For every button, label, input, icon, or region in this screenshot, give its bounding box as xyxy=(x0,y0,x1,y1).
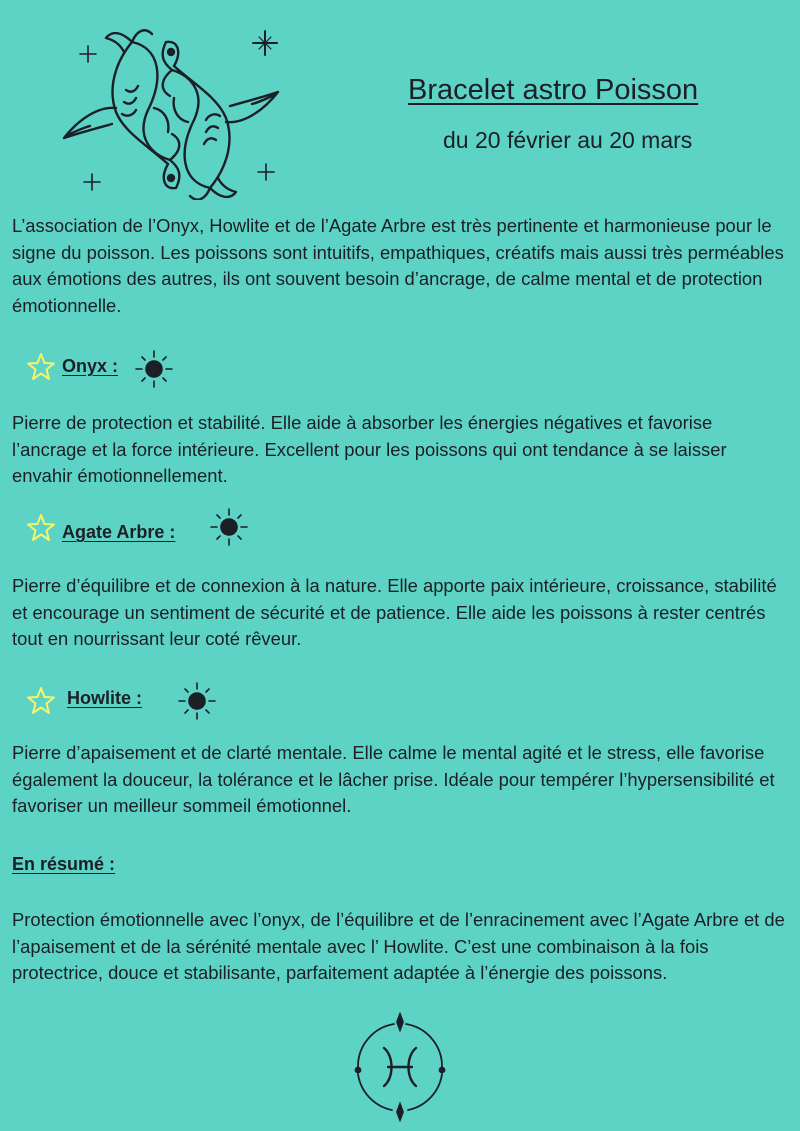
star-outline-icon xyxy=(26,513,56,543)
stone-description-agate-arbre: Pierre d’équilibre et de connexion à la nature. Elle apporte paix intérieure, croissance, stabilité et encourage un sentiment de sécurité et de patience. Elle aide les poissons à rester centrés tout en nourrissant leur coté rêveur. xyxy=(12,575,777,649)
page-title: Bracelet astro Poisson xyxy=(408,74,699,106)
stone-heading-agate-arbre: Agate Arbre : xyxy=(62,522,176,542)
star-outline-icon xyxy=(26,686,56,716)
sun-icon xyxy=(177,681,217,721)
stone-heading-onyx: Onyx : xyxy=(62,356,119,376)
date-range: du 20 février au 20 mars xyxy=(443,127,693,153)
intro-paragraph: L’association de l’Onyx, Howlite et de l’Agate Arbre est très pertinente et harmonieuse pour le signe du poisson. Les poissons sont intuitifs, empathiques, créatifs mais aussi très perméables aux émotions des autres, ils ont souvent besoin d’ancrage, de calme mental et de protection émotionnelle. xyxy=(12,215,784,316)
sun-icon xyxy=(134,349,174,389)
stone-description-howlite: Pierre d’apaisement et de clarté mentale. Elle calme le mental agité et le stress, elle favorise également la douceur, la tolérance et le lâcher prise. Idéale pour tempérer l’hypersensibilité et favoriser un meilleur sommeil émotionnel. xyxy=(12,742,775,816)
stone-description-onyx: Pierre de protection et stabilité. Elle aide à absorber les énergies négatives et favorise l’ancrage et la force intérieure. Excellent pour les poissons qui ont tendance à se laisser envahir émotionnellement. xyxy=(12,412,727,486)
summary-heading: En résumé : xyxy=(12,854,116,874)
summary-paragraph: Protection émotionnelle avec l’onyx, de l’équilibre et de l’enracinement avec l’Agate Arbre et de l’apaisement et de la sérénité mentale avec l’ Howlite. C’est une combinaison à la fois protectrice, douce et stabilisante, parfaitement adaptée à l’énergie des poissons. xyxy=(12,909,785,983)
pisces-fish-icon xyxy=(60,28,290,200)
sun-icon xyxy=(209,507,249,547)
pisces-symbol-icon xyxy=(350,1012,450,1122)
star-outline-icon xyxy=(26,352,56,382)
stone-heading-howlite: Howlite : xyxy=(67,688,142,708)
